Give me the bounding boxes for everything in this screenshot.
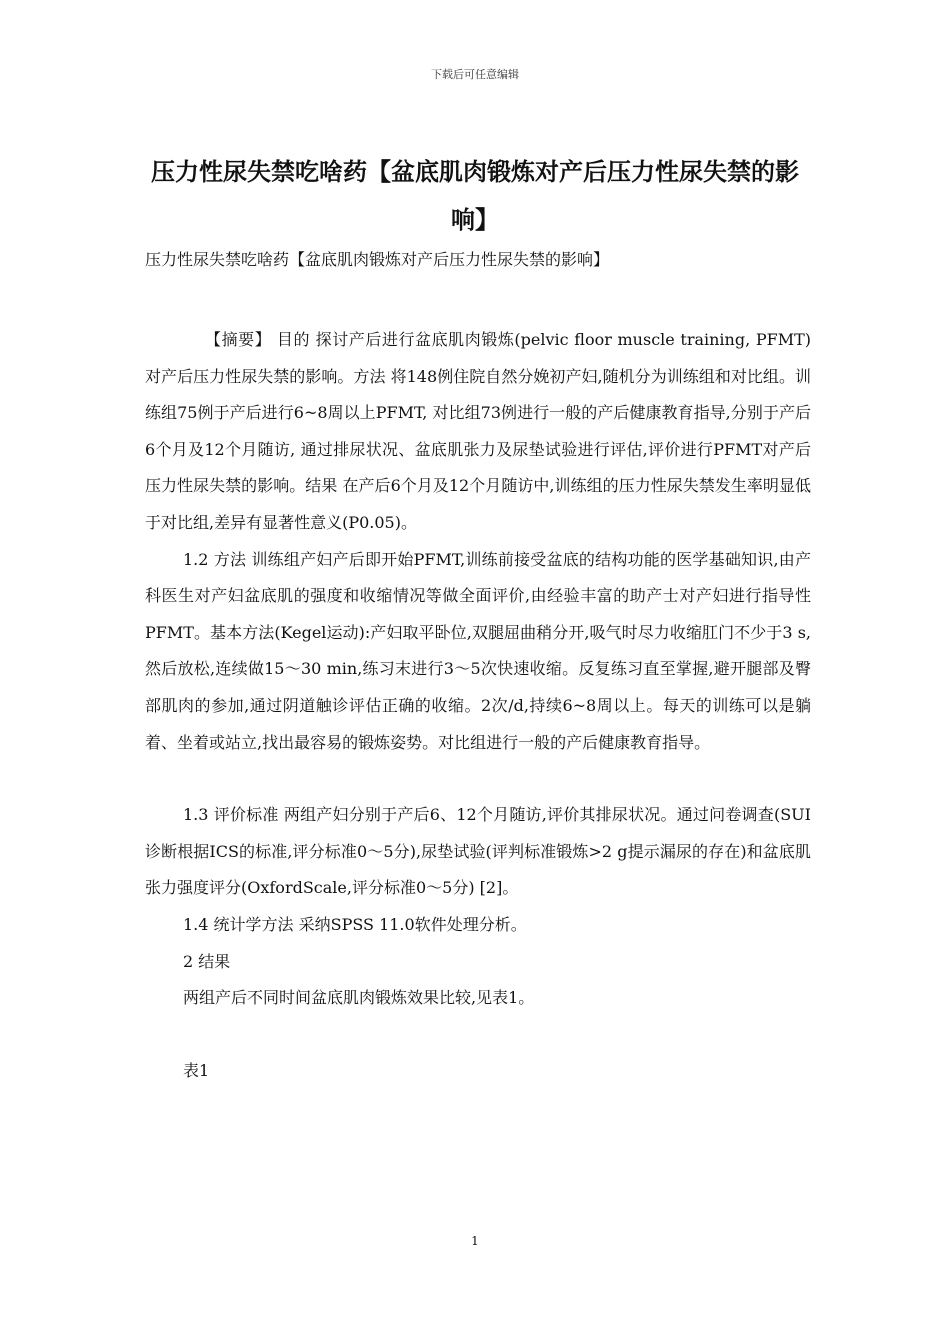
table-label: 表1 [183, 1060, 210, 1080]
criteria-paragraph: 1.3 评价标准 两组产妇分别于产后6、12个月随访,评价其排尿状况。通过问卷调查(SUI诊断根据ICS的标准,评分标准0～5分),尿垫试验(评判标准锻炼>2 g提示漏尿的存在)和盆底肌张力强度评分(OxfordScale,评分标准0～5分) [2]。 [145, 805, 811, 898]
abstract-paragraph: 【摘要】 目的 探讨产后进行盆底肌肉锻炼(pelvic floor muscle training, PFMT)对产后压力性尿失禁的影响。方法 将148例住院自然分娩初产妇,随机分为训练组和对比组。训练组75例于产后进行6~8周以上PFMT, 对比组73例进行一般的产后健康教育指导,分别于产后6个月及12个月随访, 通过排尿状况、盆底肌张力及尿垫试验进行评估,评价进行PFMT对产后压力性尿失禁的影响。结果 在产后6个月及12个月随访中,训练组的压力性尿失禁发生率明显低于对比组,差异有显著性意义(P0.05)。 [145, 330, 811, 532]
paragraph-gap [145, 761, 811, 797]
results-heading: 2 结果 [183, 951, 231, 971]
document-subtitle: 压力性尿失禁吃啥药【盆底肌肉锻炼对产后压力性尿失禁的影响】 [145, 250, 610, 269]
paragraph-gap [145, 1017, 811, 1053]
page-header: 下载后可任意编辑 [431, 68, 519, 81]
stats-paragraph: 1.4 统计学方法 采纳SPSS 11.0软件处理分析。 [183, 914, 527, 934]
method-paragraph: 1.2 方法 训练组产妇产后即开始PFMT,训练前接受盆底的结构功能的医学基础知识,由产科医生对产妇盆底肌的强度和收缩情况等做全面评价,由经验丰富的助产士对产妇进行指导性PFMT。基本方法(Kegel运动):产妇取平卧位,双腿屈曲稍分开,吸气时尽力收缩肛门不少于3 s,然后放松,连续做15～30 min,练习末进行3～5次快速收缩。反复练习直至掌握,避开腿部及臀部肌肉的参加,通过阴道触诊评估正确的收缩。2次/d,持续6~8周以上。每天的训练可以是躺着、坐着或站立,找出最容易的锻炼姿势。对比组进行一般的产后健康教育指导。 [145, 549, 811, 752]
page-number: 1 [471, 1234, 479, 1248]
results-paragraph: 两组产后不同时间盆底肌肉锻炼效果比较,见表1。 [183, 988, 535, 1008]
document-title: 压力性尿失禁吃啥药【盆底肌肉锻炼对产后压力性尿失禁的影响】 [151, 158, 799, 234]
document-body [145, 322, 811, 1089]
